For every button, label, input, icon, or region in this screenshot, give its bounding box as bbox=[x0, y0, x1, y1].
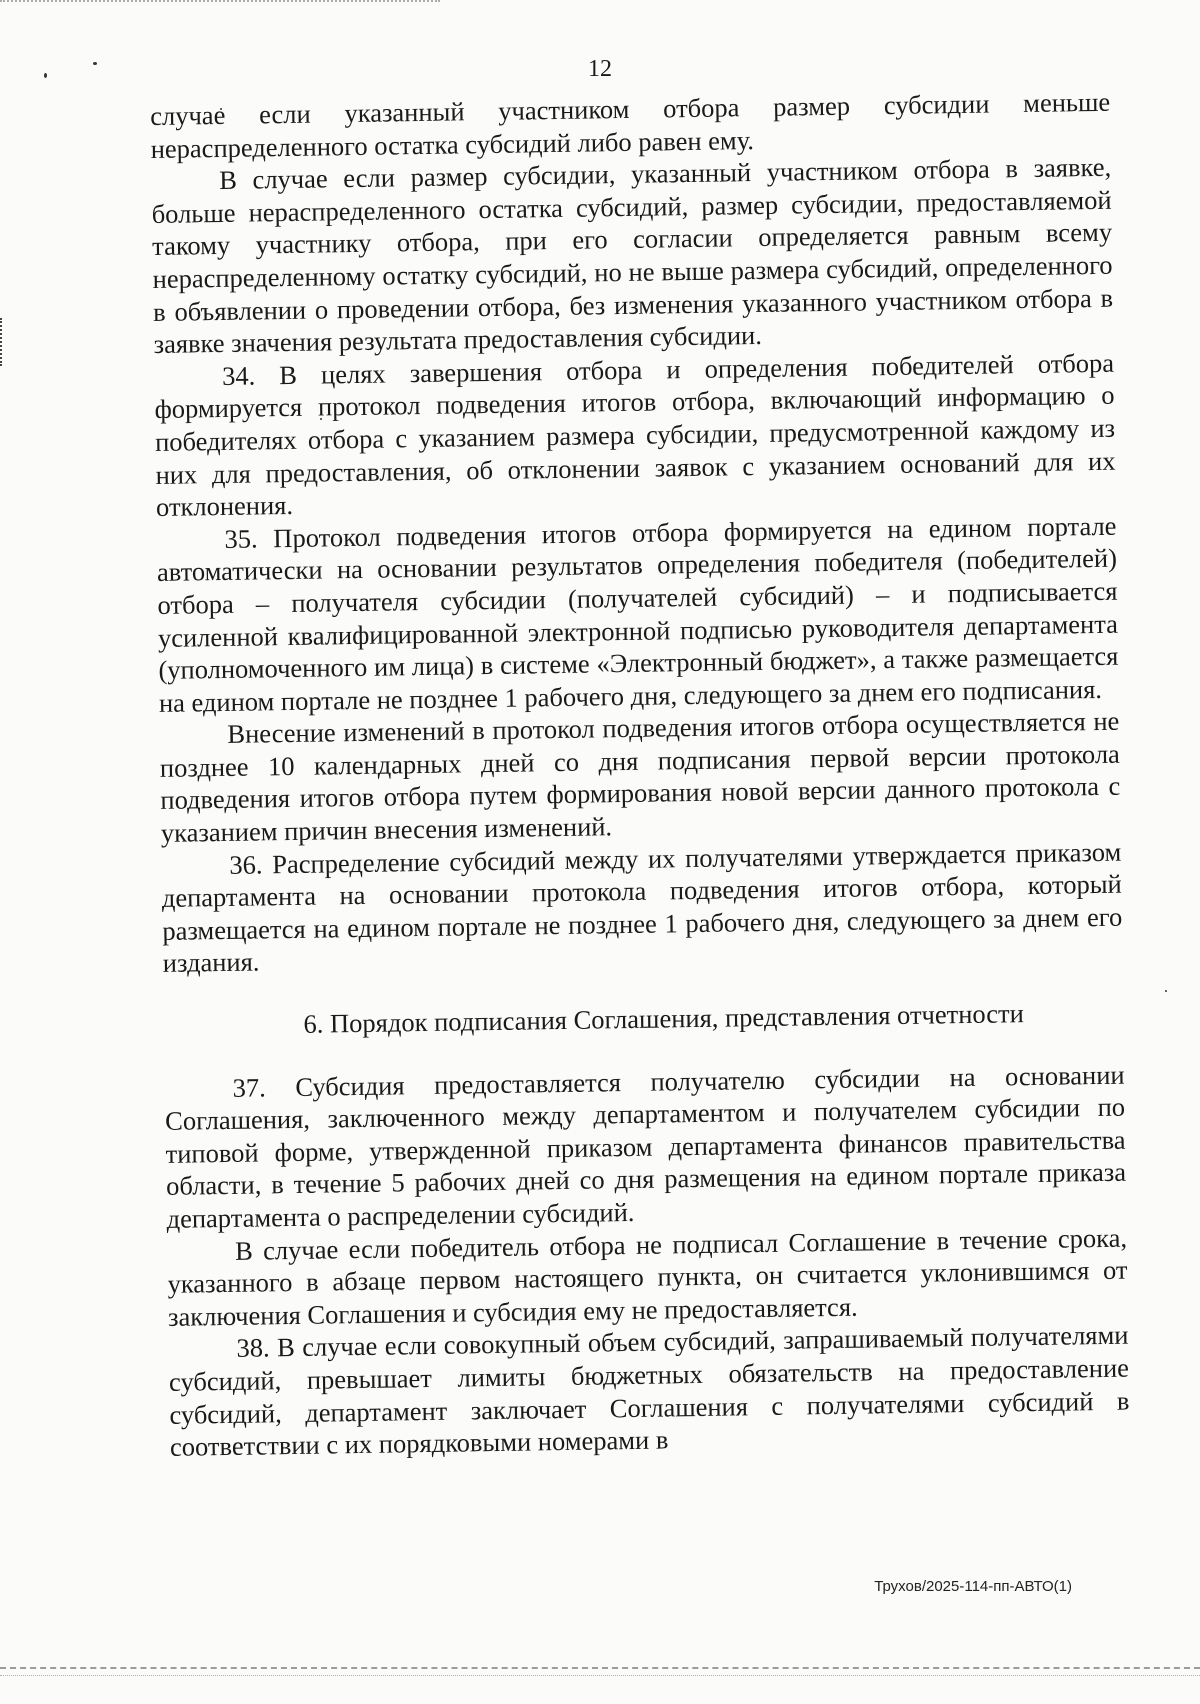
paragraph-continuation: случае если указанный участником отбора размер субсидии меньше нераспределенного остатка субсидий либо равен ему. bbox=[150, 86, 1111, 164]
scan-artifact-top bbox=[0, 0, 440, 6]
paragraph-35: 35. Протокол подведения итогов отбора формируется на едином портале автоматически на основании результатов определения победителя (победителей) отбора – получателя субсидии (получателей субсидий) – и подписывается усиленной квалифицированной электронной подписью руководителя департамента (уполномоченного им лица) в системе «Электронный бюджет», а также размещается на едином портале не позднее 1 рабочего дня, следующего за днем его подписания. bbox=[156, 510, 1119, 718]
paragraph-37-refusal: В случае если победитель отбора не подписал Соглашение в течение срока, указанного в абзаце первом настоящего пункта, он считается уклонившимся от заключения Соглашения и субсидия ему не предоставляется. bbox=[167, 1222, 1128, 1332]
paragraph-36: 36. Распределение субсидий между их получателями утверждается приказом департамента на основании протокола подведения итогов отбора, который размещается на едином портале не позднее 1 рабочего дня, следующего за днем его издания. bbox=[161, 836, 1123, 979]
paragraph-38: 38. В случае если совокупный объем субсидий, запрашиваемый получателями субсидий, превышает лимиты бюджетных обязательств на предоставление субсидий, департамент заключает Соглашения с получателями субсидий в соответствии с их порядковыми номерами в bbox=[168, 1319, 1130, 1463]
paragraph-35-changes: Внесение изменений в протокол подведения итогов отбора осуществляется не позднее 10 календарных дней со дня подписания первой версии протокола подведения итогов отбора путем формирования новой версии данного протокола с указанием причин внесения изменений. bbox=[159, 705, 1121, 848]
section-heading: 6. Порядок подписания Соглашения, представления отчетности bbox=[303, 998, 1025, 1039]
scan-speck bbox=[1165, 990, 1167, 992]
paragraph-size-exceeds: В случае если размер субсидии, указанный участником отбора в заявке, больше нераспределенного остатка субсидий, размер субсидии, предоставляемой такому участнику отбора, при его согласии определяется равным всему нераспределенному остатку субсидий, но не выше размера субсидий, определенного в объявлении о проведении отбора, без изменения указанного участником отбора в заявке значения результата предоставления субсидии. bbox=[151, 151, 1114, 360]
footer-reference: Трухов/2025-114-пп-АВТО(1) bbox=[874, 1578, 1072, 1595]
scan-artifact-bottom bbox=[0, 1667, 1200, 1676]
paragraph-34: 34. В целях завершения отбора и определения победителей отбора формируется протокол подведения итогов отбора, включающий информацию о победителях отбора с указанием размера субсидии, предусмотренной каждому из них для предоставления, об отклонении заявок с указанием оснований для их отклонения. bbox=[154, 347, 1116, 523]
document-body bbox=[150, 86, 1130, 1464]
scan-artifact-left-mark bbox=[0, 318, 5, 366]
paragraph-37: 37. Субсидия предоставляется получателю субсидии на основании Соглашения, заключенного между департаментом и получателем субсидии по типовой форме, утвержденной приказом департамента финансов правительства области, в течение 5 рабочих дней со дня размещения на едином портале приказа департамента о распределении субсидий. bbox=[164, 1059, 1127, 1234]
page-number: 12 bbox=[588, 56, 612, 82]
